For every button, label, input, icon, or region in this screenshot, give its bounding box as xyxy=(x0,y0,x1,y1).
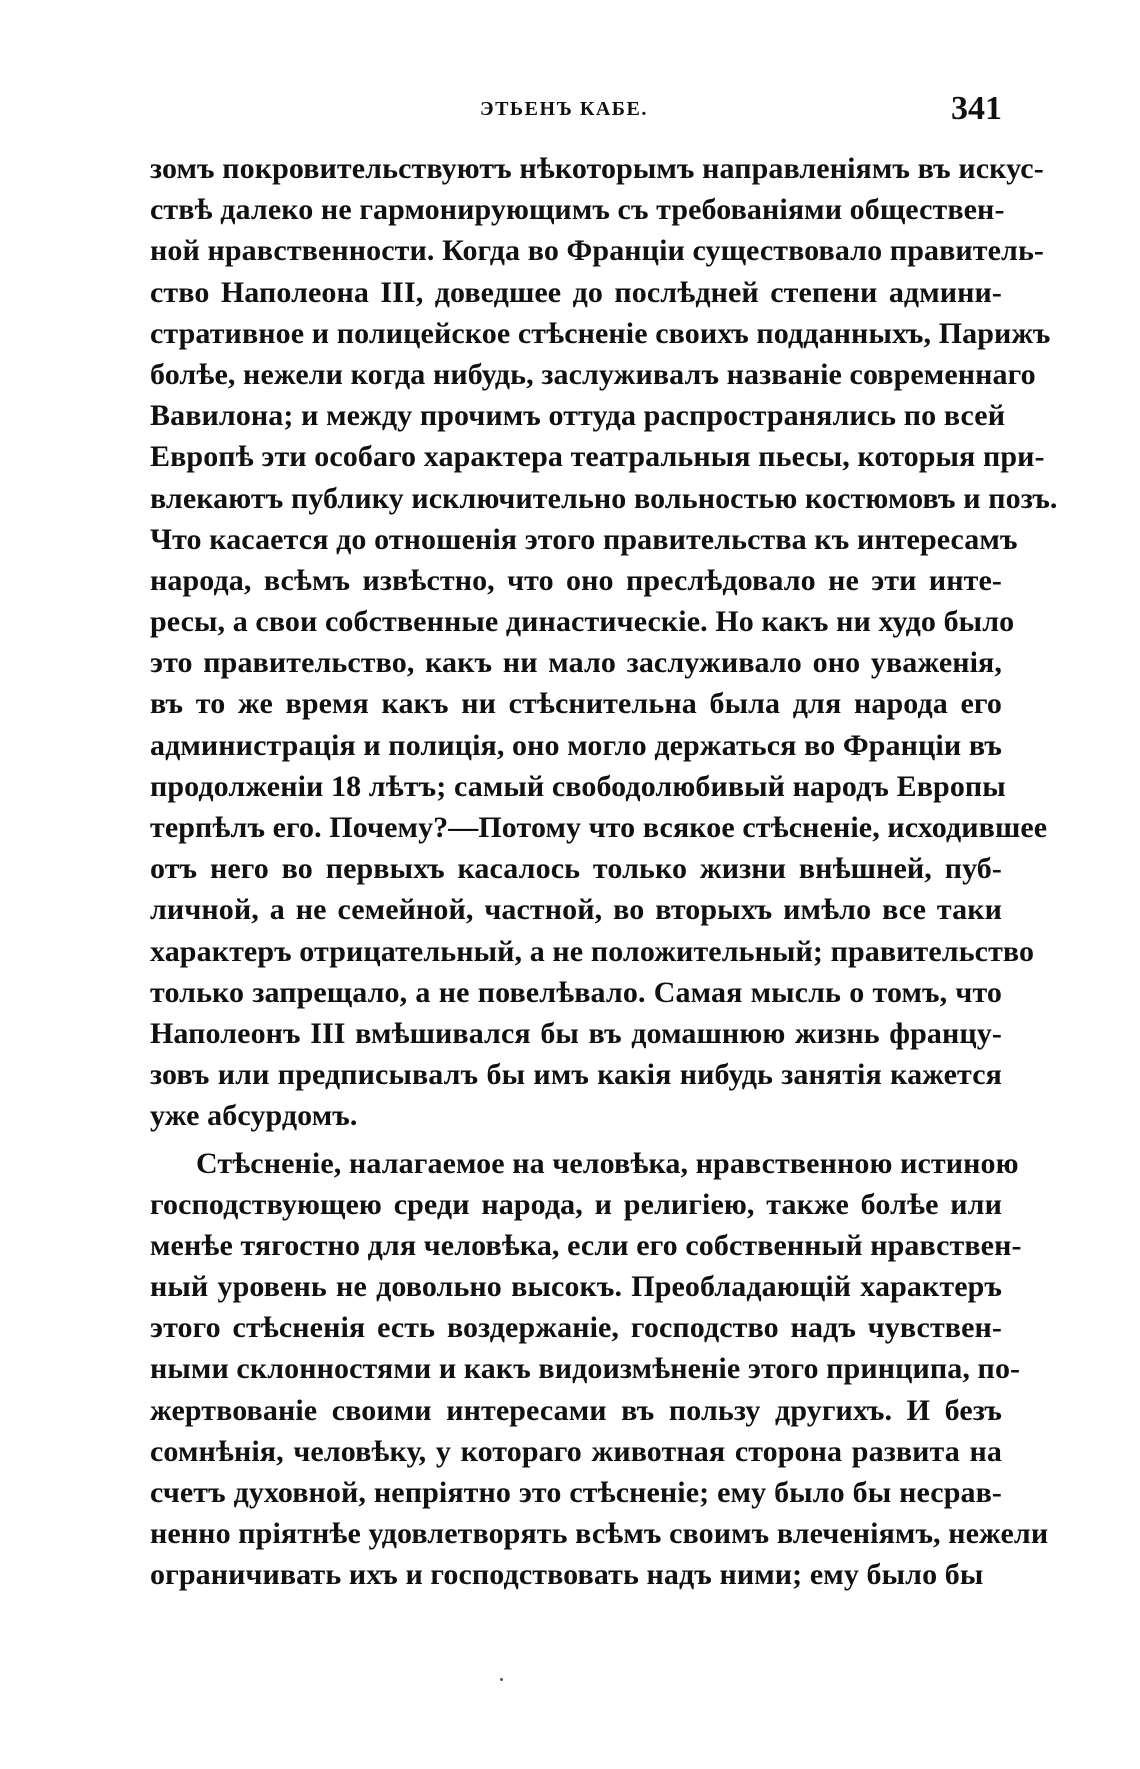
text-line: ограничивать ихъ и господствовать надъ ними; ему было бы xyxy=(150,1558,984,1592)
paragraph xyxy=(150,148,1058,1137)
text-line: народа, всѣмъ извѣстно, что оно преслѣдовало не эти инте- xyxy=(150,563,1002,597)
text-line: отъ него во первыхъ касалось только жизни внѣшней, пуб- xyxy=(150,852,1002,886)
text-line: администрація и полиція, оно могло держаться во Франціи въ xyxy=(150,728,1002,762)
text-line: личной, а не семейной, частной, во вторыхъ имѣло все таки xyxy=(150,893,1002,927)
page-header xyxy=(150,92,1002,132)
text-line: продолженіи 18 лѣтъ; самый свободолюбивый народъ Европы xyxy=(150,769,1006,803)
text-line: Наполеонъ III вмѣшивался бы въ домашнюю жизнь францу- xyxy=(150,1016,1002,1050)
text-line: менѣе тягостно для человѣка, если его собственный нравствен- xyxy=(150,1228,1022,1262)
text-line: ресы, а свои собственные династическіе. Но какъ ни худо было xyxy=(150,605,1015,639)
text-line: ной нравственности. Когда во Франціи существовало правитель- xyxy=(150,234,1045,268)
text-line: въ то же время какъ ни стѣснительна была для народа его xyxy=(150,687,1002,721)
text-line: только запрещало, а не повелѣвало. Самая мысль о томъ, что xyxy=(150,975,1002,1009)
body-text xyxy=(150,148,1058,1596)
text-line: жертвованіе своими интересами въ пользу другихъ. И безъ xyxy=(150,1393,1002,1427)
text-line: уже абсурдомъ. xyxy=(150,1099,358,1133)
text-line: зомъ покровительствуютъ нѣкоторымъ направленіямъ въ искус- xyxy=(150,152,1044,185)
text-line: ствѣ далеко не гармонирующимъ съ требованіями обществен- xyxy=(150,193,1005,227)
text-line: это правительство, какъ ни мало заслуживало оно уваженія, xyxy=(150,646,1002,680)
text-line: влекаютъ публику исключительно вольностью костюмовъ и позъ. xyxy=(150,481,1058,515)
text-line: этого стѣсненія есть воздержаніе, господство надъ чувствен- xyxy=(150,1311,1002,1345)
text-line: ными склонностями и какъ видоизмѣненіе этого принципа, по- xyxy=(150,1352,1021,1386)
text-line: ненно пріятнѣе удовлетворять всѣмъ своимъ влеченіямъ, нежели xyxy=(150,1517,1049,1551)
text-line: ный уровень не довольно высокъ. Преобладающій характеръ xyxy=(150,1270,1002,1304)
text-line: Что касается до отношенія этого правительства къ интересамъ xyxy=(150,522,1018,556)
text-line: сомнѣнія, человѣку, у котораго животная сторона развита на xyxy=(150,1434,1002,1468)
text-line: господствующею среди народа, и религіею, также болѣе или xyxy=(150,1187,1002,1221)
text-line: терпѣлъ его. Почему?—Потому что всякое стѣсненіе, исходившее xyxy=(150,811,1048,844)
running-title: ЭТЬЕНЪ КАБЕ. xyxy=(480,98,648,120)
text-line: характеръ отрицательный, а не положительный; правительство xyxy=(150,934,1035,968)
paragraph xyxy=(150,1143,1049,1596)
text-line: Европѣ эти особаго характера театральныя пьесы, которыя при- xyxy=(150,440,1045,474)
text-line: зовъ или предписывалъ бы имъ какія нибудь занятія кажется xyxy=(150,1058,1002,1092)
page-number: 341 xyxy=(951,90,1002,127)
text-line: Вавилона; и между прочимъ оттуда распространялись по всей xyxy=(150,399,1006,433)
print-speck xyxy=(500,1678,503,1681)
text-line: Стѣсненіе, налагаемое на человѣка, нравственною истиною xyxy=(196,1146,1019,1180)
text-line: болѣе, нежели когда нибудь, заслуживалъ названіе современнаго xyxy=(150,357,1036,391)
text-line: стративное и полицейское стѣсненіе своихъ подданныхъ, Парижъ xyxy=(150,316,1051,350)
text-line: счетъ духовной, непріятно это стѣсненіе; ему было бы несрав- xyxy=(150,1476,1002,1509)
text-line: ство Наполеона III, доведшее до послѣдней степени админи- xyxy=(150,275,1002,309)
